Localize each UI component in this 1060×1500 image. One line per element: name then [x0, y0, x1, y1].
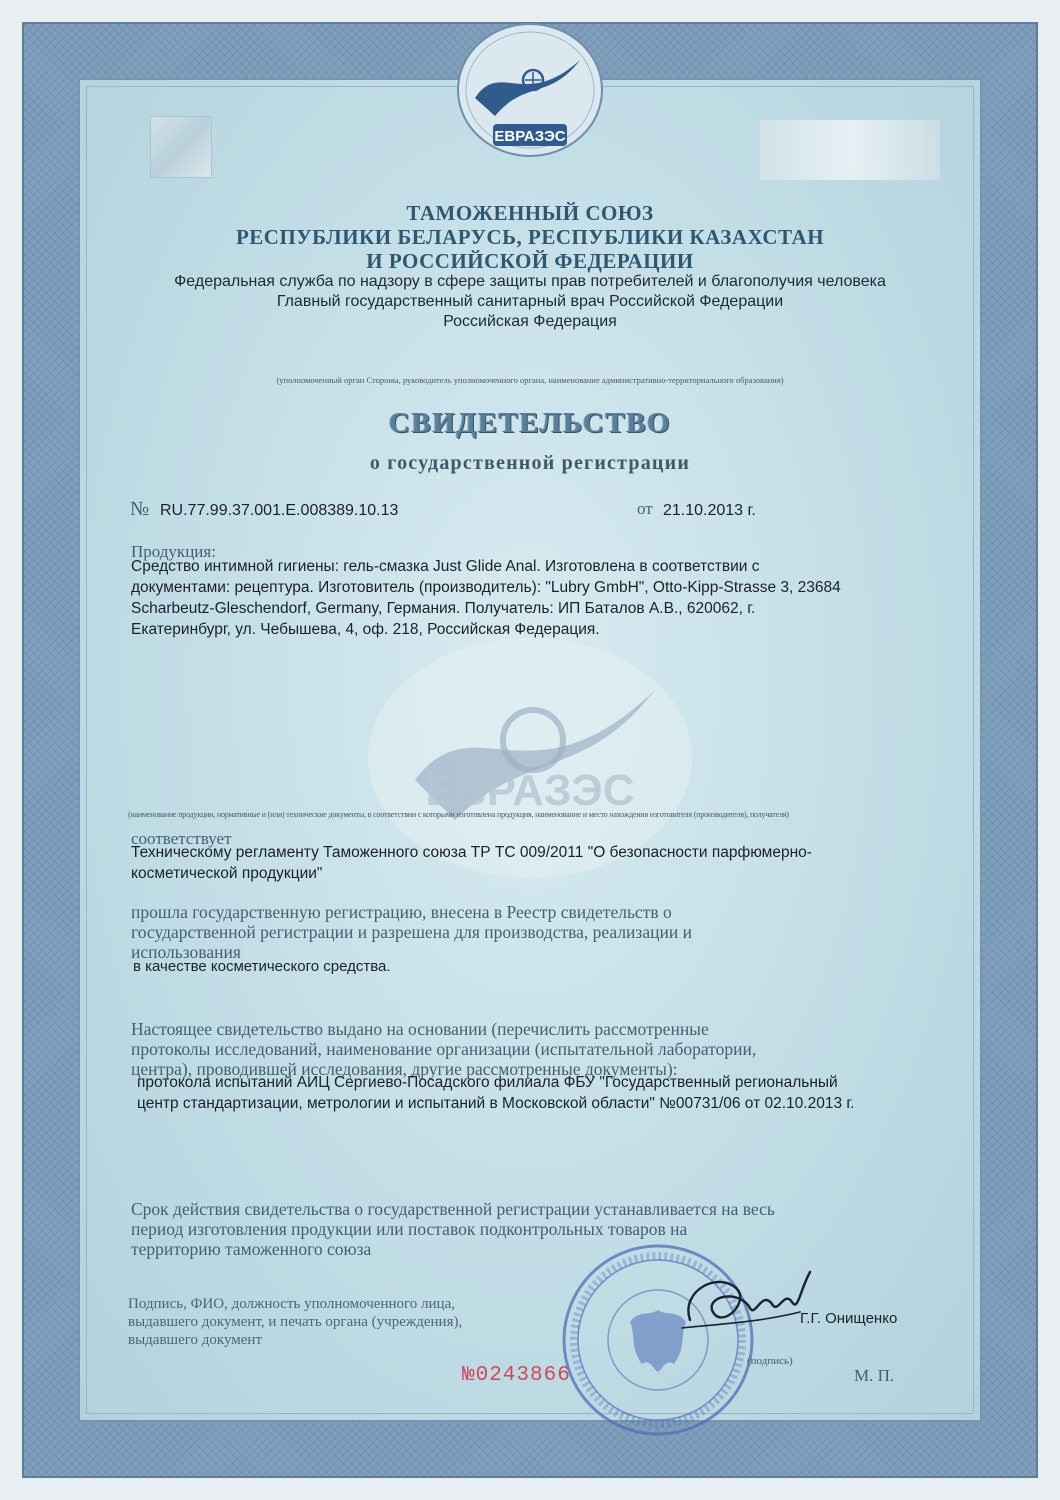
form-serial-number: №0243866 — [462, 1364, 571, 1387]
signature-caption: (подпись) — [747, 1355, 793, 1367]
basis-line: Настоящее свидетельство выдано на основании (перечислить рассмотренные — [131, 1019, 709, 1039]
header-federation: И РОССИЙСКОЙ ФЕДЕРАЦИИ — [366, 249, 694, 273]
number-label: № — [130, 498, 150, 520]
signature-caption-line: выдавшего документ — [128, 1332, 263, 1348]
product-line: Средство интимной гигиены: гель-смазка Just Glide Anal. Изготовлена в соответствии с — [131, 558, 760, 575]
conformity-label: соответствует — [131, 829, 232, 848]
product-line: Scharbeutz-Gleschendorf, Germany, Германия. Получатель: ИП Баталов А.В., 620062, г. — [131, 600, 756, 617]
conformity-line: косметической продукции" — [131, 865, 323, 882]
registry-line: государственной регистрации и разрешена для производства, реализации и — [131, 922, 692, 942]
basis-value-line: протокола испытаний АИЦ Сергиево-Посадского филиала ФБУ "Государственный региональный — [137, 1074, 838, 1091]
hologram-right — [760, 120, 940, 180]
validity-line: период изготовления продукции или поставок подконтрольных товаров на — [131, 1219, 688, 1239]
basis-value-line: центр стандартизации, метрологии и испытаний в Московской области" №00731/06 от 02.10.2013 г. — [137, 1095, 855, 1112]
document-subtitle: о государственной регистрации — [369, 452, 691, 474]
signatory-name: Г.Г. Онищенко — [800, 1310, 898, 1327]
eurasec-emblem — [455, 20, 605, 160]
date-label: от — [637, 499, 653, 518]
product-line: документами: рецептура. Изготовитель (производитель): "Lubry GmbH", Otto-Kipp-Strasse 3, 23684 — [131, 579, 841, 596]
watermark-label: ЕВРАЗЭС — [425, 766, 635, 815]
product-line: Екатеринбург, ул. Чебышева, 4, оф. 218, Российская Федерация. — [131, 621, 600, 638]
header-republics: РЕСПУБЛИКИ БЕЛАРУСЬ, РЕСПУБЛИКИ КАЗАХСТАН — [235, 225, 825, 249]
registration-number: RU.77.99.37.001.E.008389.10.13 — [160, 502, 399, 519]
product-label: Продукция: — [131, 542, 216, 561]
authority-caption: (уполномоченный орган Стороны, руководитель уполномоченного органа, наименование административно-территориального образования) — [276, 375, 784, 385]
header-union: ТАМОЖЕННЫЙ СОЮЗ — [406, 201, 654, 225]
hologram-left — [150, 116, 212, 178]
registry-line: прошла государственную регистрацию, внесена в Реестр свидетельств о — [131, 902, 672, 922]
registry-usage: в качестве косметического средства. — [133, 958, 391, 975]
signature-caption-line: Подпись, ФИО, должность уполномоченного лица, — [128, 1296, 455, 1312]
registry-line: использования — [131, 942, 241, 962]
authority-service: Федеральная служба по надзору в сфере защиты прав потребителей и благополучия человека — [174, 273, 886, 290]
product-caption: (наименование продукции, нормативные и (или) технические документы, в соответствии с которыми изготовлена продукция, наименование и место нахождения изготовителя (производителя), получателя) — [128, 810, 789, 819]
document-title: СВИДЕТЕЛЬСТВО — [388, 407, 672, 439]
signature-caption-line: выдавшего документ, и печать органа (учреждения), — [128, 1314, 463, 1330]
conformity-line: Техническому регламенту Таможенного союза ТР ТС 009/2011 "О безопасности парфюмерно- — [131, 844, 812, 861]
basis-line: центра), проводившей исследования, другие рассмотренные документы): — [131, 1059, 678, 1079]
authority-officer: Главный государственный санитарный врач Российской Федерации — [276, 293, 784, 310]
validity-line: территорию таможенного союза — [131, 1239, 372, 1259]
authority-country: Российская Федерация — [443, 313, 617, 330]
handwritten-signature — [650, 1260, 840, 1350]
emblem-label: ЕВРАЗЭС — [494, 128, 566, 145]
registration-date: 21.10.2013 г. — [663, 502, 756, 519]
basis-line: протоколы исследований, наименование организации (испытательной лаборатории, — [131, 1039, 757, 1059]
seal-place-mark: М. П. — [854, 1366, 895, 1385]
validity-line: Срок действия свидетельства о государственной регистрации устанавливается на весь — [131, 1199, 775, 1219]
